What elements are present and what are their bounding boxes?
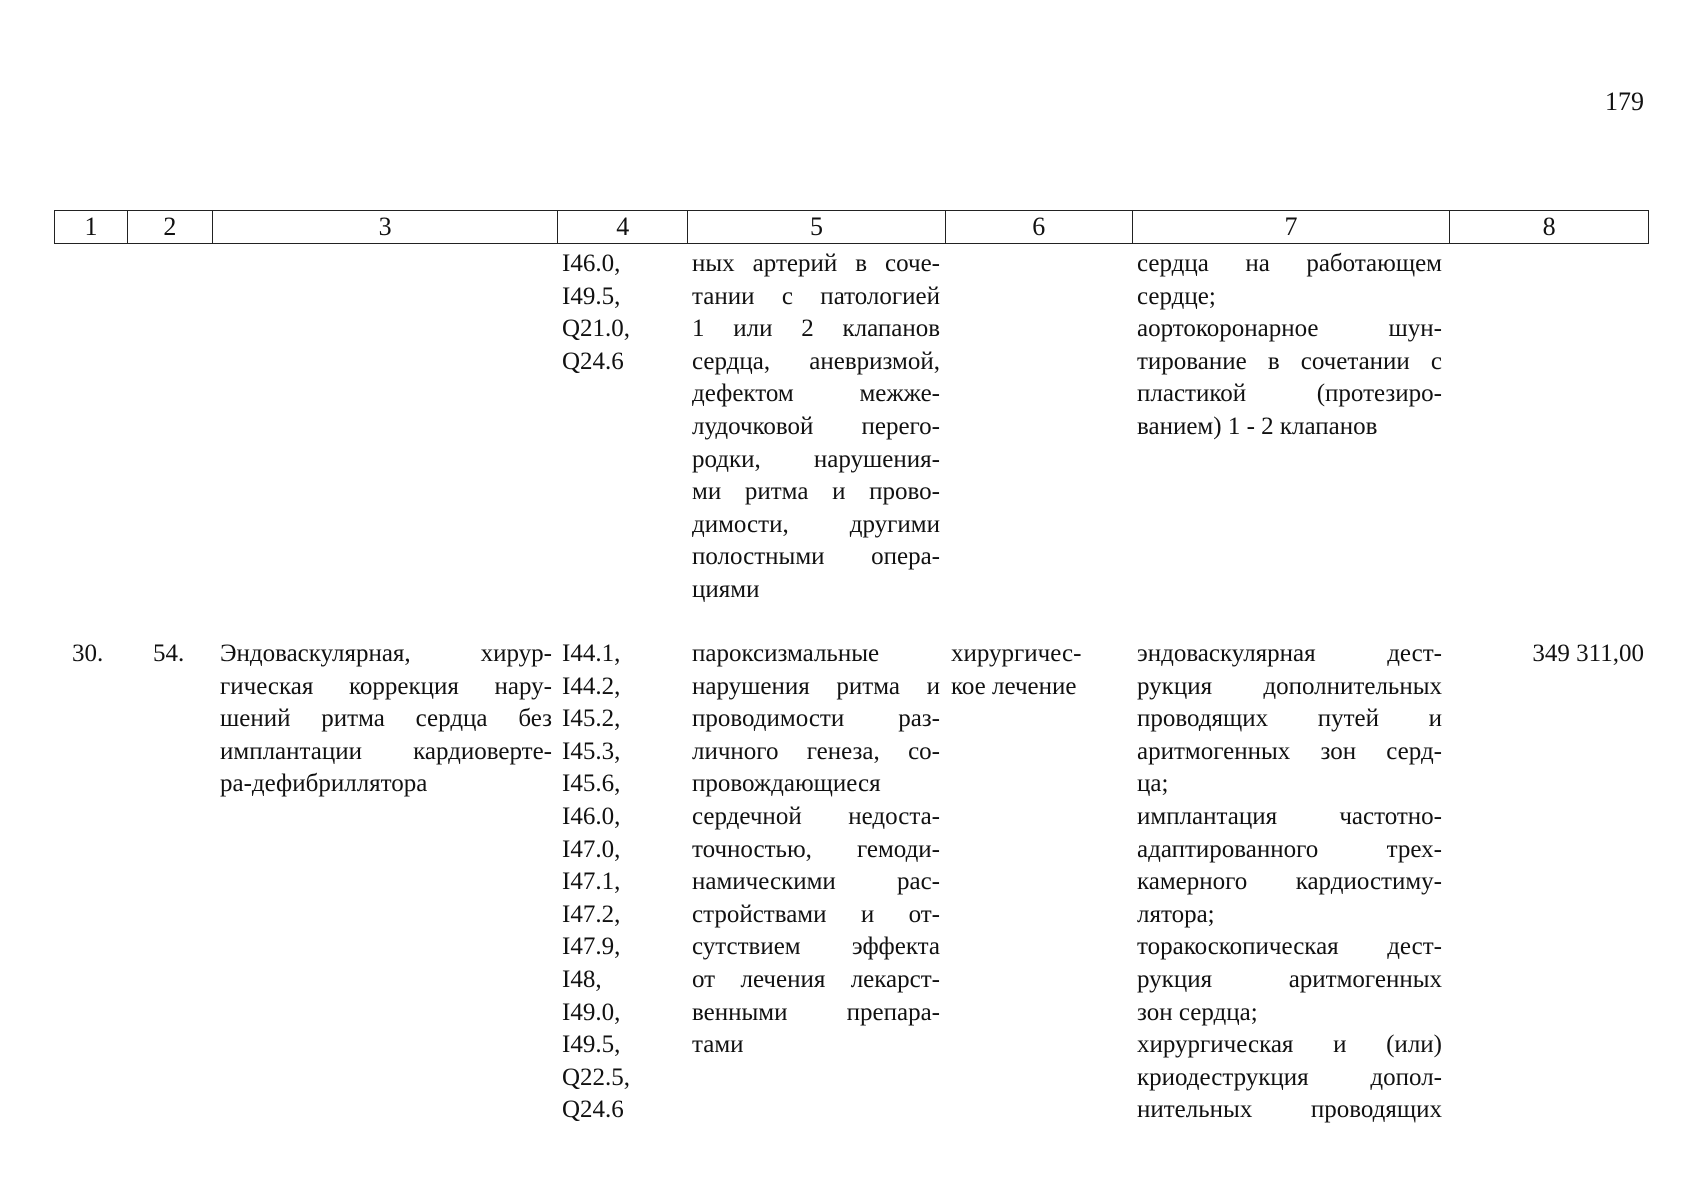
column-header: 8 [1449,211,1648,243]
row-2-number: 30. [72,640,104,667]
row-1-method: сердца на работающем сердце; аортокоронарное шун- тирование в сочетании с пластикой (протезиро- ванием) 1 - 2 клапанов [1137,250,1442,440]
column-header: 7 [1132,211,1450,243]
table-header-row [54,210,1649,244]
column-header: 2 [127,211,212,243]
row-2-patient-model: пароксизмальные нарушения ритма и проводимости раз- личного генеза, со- провождающиеся сердечной недоста- точностью, гемоди- намическими рас- стройствами и от- сутствием эффекта от лечения лекарст- венными препара- тами [692,640,940,1059]
row-2-name: Эндоваскулярная, хирур- гическая коррекция нару- шений ритма сердца без имплантации кардиоверте- ра-дефибриллятора [220,640,552,798]
column-header: 1 [84,212,98,241]
row-1-codes: I46.0, I49.5, Q21.0, Q24.6 [562,250,631,375]
row-1-patient-model: ных артерий в соче- тании с патологией 1 или 2 клапанов сердца, аневризмой, дефектом межже- лудочковой перего- родки, нарушения- ми ритма и прово- димости, другими полостными опера- циями [692,250,940,603]
column-header: 3 [212,211,558,243]
column-header: 6 [945,211,1132,243]
row-2-method: эндоваскулярная дест- рукция дополнительных проводящих путей и аритмогенных зон серд- ца; имплантация частотно- адаптированного трех- камерного кардиостиму- лятора; торакоскопическая дест- рукция аритмогенных зон сердца; хирургическая и (или) криодеструкция допол- нительных проводящих [1137,640,1442,1124]
column-header: 4 [557,211,687,243]
row-2-treatment-type: хирургичес- кое лечение [951,640,1082,700]
row-2-group-number: 54. [153,640,185,667]
column-header: 5 [687,211,945,243]
row-2-price: 349 311,00 [1532,640,1644,667]
page-number: 179 [1605,87,1644,116]
row-2-codes: I44.1, I44.2, I45.2, I45.3, I45.6, I46.0, I47.0, I47.1, I47.2, I47.9, I48, I49.0, I49.5, Q22.5, Q24.6 [562,640,631,1124]
